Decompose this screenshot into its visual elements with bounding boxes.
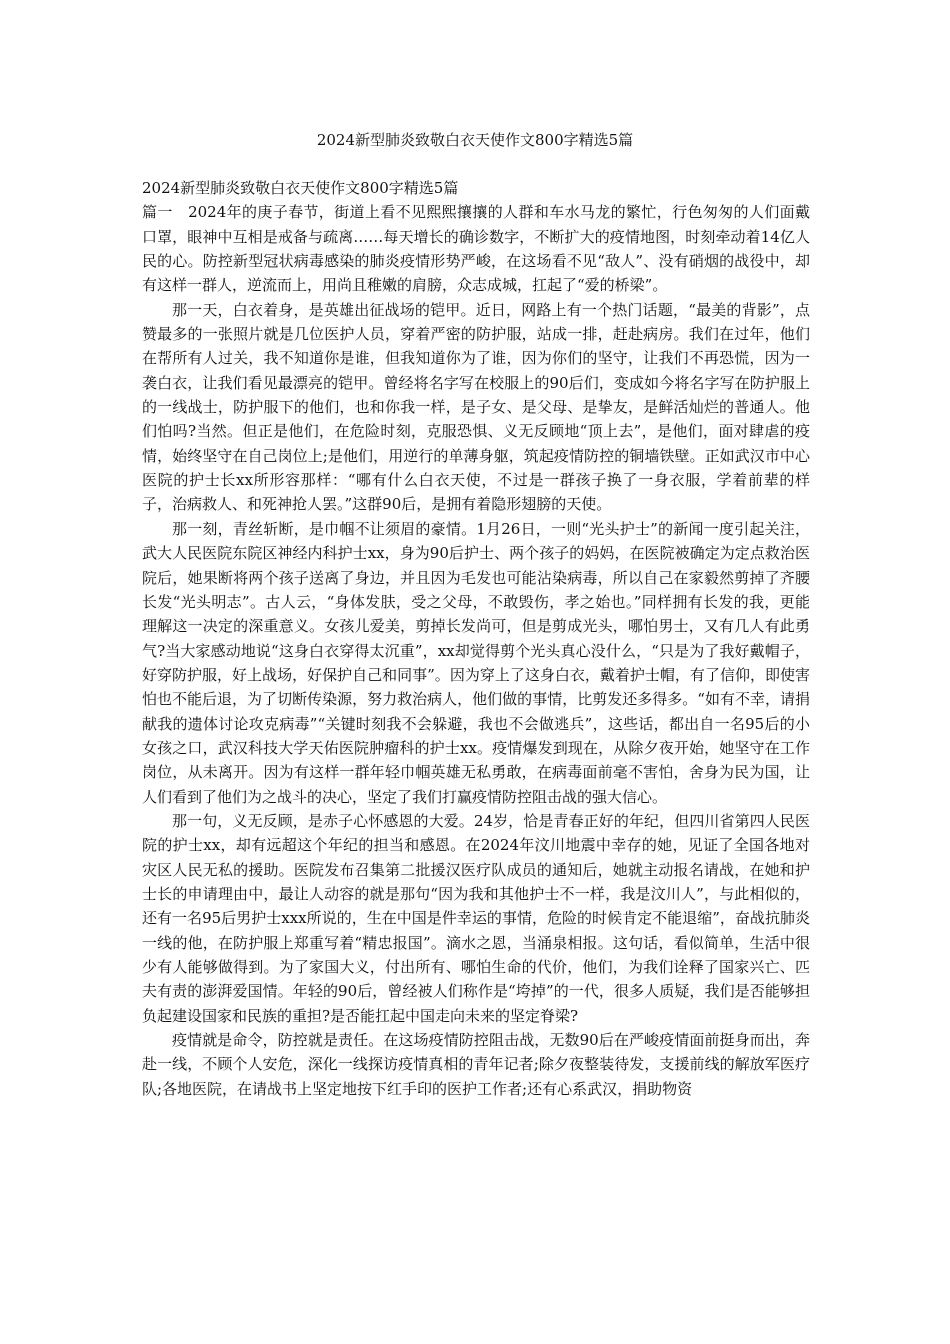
paragraph-4: 那一句，义无反顾，是赤子心怀感恩的大爱。24岁，恰是青春正好的年纪，但四川省第四人民医院的护士xx，却有远超这个年纪的担当和感恩。在2024年汶川地震中幸存的她，见证了全国各地对灾区人民无私的援助。医院发布召集第二批援汉医疗队成员的通知后，她就主动报名请战，在她和护士长的申请理由中，最让人动容的就是那句“因为我和其他护士不一样，我是汶川人”，与此相似的，还有一名95后男护士xxx所说的，生在中国是件幸运的事情，危险的时候肯定不能退缩”，奋战抗肺炎一线的他，在防护服上郑重写着“精忠报国”。滴水之恩，当涌泉相报。这句话，看似简单，生活中很少有人能够做得到。为了家国大义，付出所有、哪怕生命的代价，他们，为我们诠释了国家兴亡、匹夫有责的澎湃爱国情。年轻的90后，曾经被人们称作是“垮掉”的一代，很多人质疑，我们是否能够担负起建设国家和民族的重担?是否能扛起中国走向未来的坚定脊梁?	[142, 811, 810, 1025]
document-title: 2024新型肺炎致敬白衣天使作文800字精选5篇	[316, 131, 634, 149]
document-body	[142, 176, 810, 1101]
document-subtitle: 2024新型肺炎致敬白衣天使作文800字精选5篇	[142, 179, 459, 197]
paragraph-1: 篇一 2024年的庚子春节，街道上看不见熙熙攘攘的人群和车水马龙的繁忙，行色匆匆的人们面戴口罩，眼神中互相是戒备与疏离……每天增长的确诊数字，不断扩大的疫情地图，时刻牵动着14亿人民的心。防控新型冠状病毒感染的肺炎疫情形势严峻，在这场看不见“敌人”、没有硝烟的战役中，却有这样一群人，逆流而上，用尚且稚嫩的肩膀，众志成城，扛起了“爱的桥梁”。	[142, 203, 810, 295]
paragraph-3: 那一刻，青丝斩断，是巾帼不让须眉的豪情。1月26日，一则“光头护士”的新闻一度引起关注，武大人民医院东院区神经内科护士xx，身为90后护士、两个孩子的妈妈，在医院被确定为定点救治医院后，她果断将两个孩子送离了身边，并且因为毛发也可能沾染病毒，所以自己在家毅然剪掉了齐腰长发“光头明志”。古人云，“身体发肤，受之父母，不敢毁伤，孝之始也。”同样拥有长发的我，更能理解这一决定的深重意义。女孩儿爱美，剪掉长发尚可，但是剪成光头，哪怕男士，又有几人有此勇气?当大家感动地说“这身白衣穿得太沉重”，xx却觉得剪个光头真心没什么，“只是为了我好戴帽子，好穿防护服，好上战场，好保护自己和同事”。因为穿上了这身白衣，戴着护士帽，有了信仰，即使害怕也不能后退，为了切断传染源，努力救治病人，他们做的事情，比剪发还多得多。“如有不幸，请捐献我的遗体讨论攻克病毒”“关键时刻我不会躲避，我也不会做逃兵”，这些话，都出自一名95后的小女孩之口，武汉科技大学天佑医院肿瘤科的护士xx。疫情爆发到现在，从除夕夜开始，她坚守在工作岗位，从未离开。因为有这样一群年轻巾帼英雄无私勇敢，在病毒面前毫不害怕，舍身为民为国，让人们看到了他们为之战斗的决心，坚定了我们打赢疫情防控阻击战的强大信心。	[142, 519, 810, 806]
paragraph-5: 疫情就是命令，防控就是责任。在这场疫情防控阻击战，无数90后在严峻疫情面前挺身而出，奔赴一线，不顾个人安危，深化一线探访疫情真相的青年记者;除夕夜整装待发，支援前线的解放军医疗队;各地医院，在请战书上坚定地按下红手印的医护工作者;还有心系武汉，捐助物资	[142, 1031, 810, 1098]
paragraph-2: 那一天，白衣着身，是英雄出征战场的铠甲。近日，网路上有一个热门话题，“最美的背影”，点赞最多的一张照片就是几位医护人员，穿着严密的防护服，站成一排，赶赴病房。我们在过年，他们在帮所有人过关，我不知道你是谁，但我知道你为了谁，因为你们的坚守，让我们不再恐慌，因为一袭白衣，让我们看见最漂亮的铠甲。曾经将名字写在校服上的90后们，变成如今将名字写在防护服上的一线战士，防护服下的他们，也和你我一样，是子女、是父母、是挚友，是鲜活灿烂的普通人。他们怕吗?当然。但正是他们，在危险时刻，克服恐惧、义无反顾地“顶上去”，是他们，面对肆虐的疫情，始终坚守在自己岗位上;是他们，用逆行的单薄身躯，筑起疫情防控的铜墙铁壁。正如武汉市中心医院的护士长xx所形容那样：“哪有什么白衣天使，不过是一群孩子换了一身衣服，学着前辈的样子，治病救人、和死神抢人罢。”这群90后，是拥有着隐形翅膀的天使。	[142, 300, 810, 514]
